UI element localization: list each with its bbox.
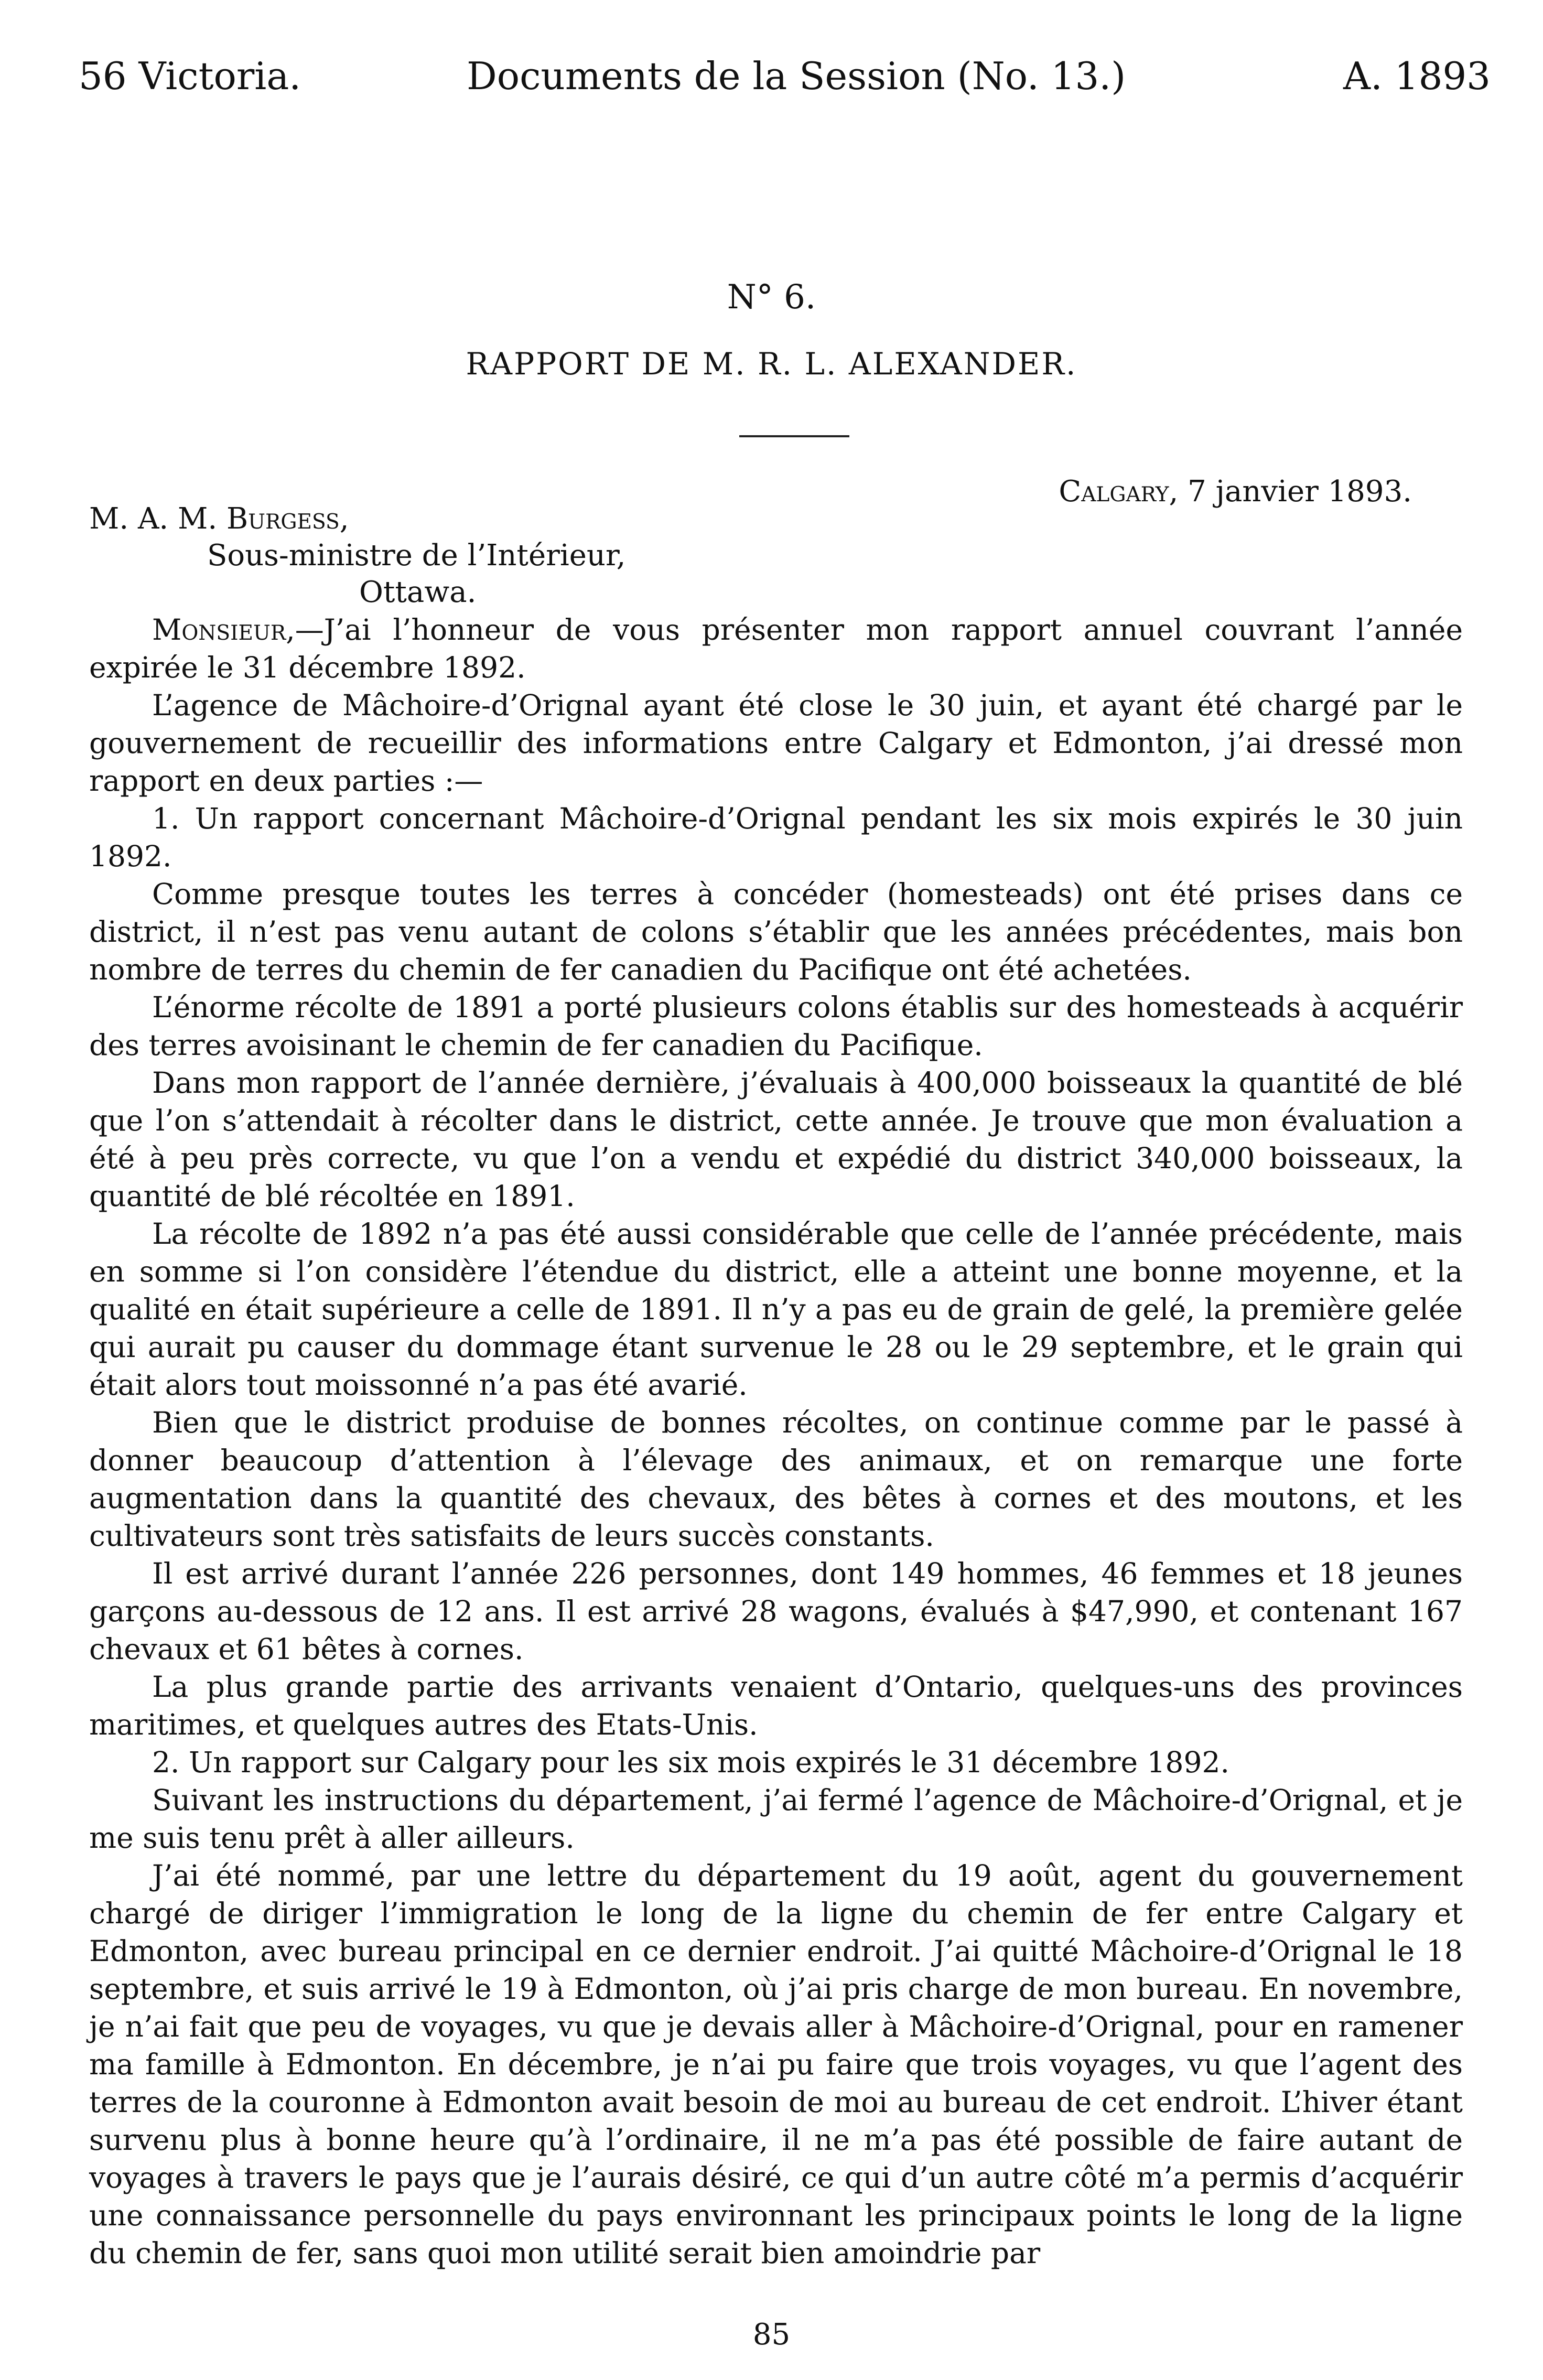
paragraph: L’agence de Mâchoire-d’Orignal ayant été close le 30 juin, et ayant été chargé par le gouvernement de recueillir des informations entre Calgary et Edmonton, j’ai dressé mon rapport en deux parties :— [89,688,1463,798]
paragraph: L’énorme récolte de 1891 a porté plusieurs colons établis sur des homesteads à acquérir des terres avoisinant le chemin de fer canadien du Pacifique. [89,990,1463,1062]
addressee-line-1 [89,501,625,537]
title-rule [739,435,849,437]
paragraph: Il est arrivé durant l’année 226 personnes, dont 149 hommes, 46 femmes et 18 jeunes garçons au-dessous de 12 ans. Il est arrivé 28 wagons, évalués à $47,990, et contenant 167 chevaux et 61 bêtes à cornes. [89,1557,1463,1666]
report-title: RAPPORT DE M. R. L. ALEXANDER. [466,346,1077,382]
header-session: Documents de la Session (No. 13.) [467,54,1126,98]
paragraph: 2. Un rapport sur Calgary pour les six mois expirés le 31 décembre 1892. [152,1746,1229,1779]
document-number: N° 6. [727,278,816,317]
place-date [1059,475,1412,509]
header-year: A. 1893 [1343,54,1491,98]
addressee-initials: M. A. M. [89,502,218,536]
header-volume: 56 Victoria. [79,54,301,98]
paragraph: La plus grande partie des arrivants venaient d’Ontario, quelques-uns des provinces maritimes, et quelques autres des Etats-Unis. [89,1670,1463,1741]
running-header [79,52,1491,100]
addressee-name: Burgess, [226,502,349,536]
addressee-city: Ottawa. [359,575,477,609]
place: Calgary, [1059,475,1179,509]
paragraph: Dans mon rapport de l’année dernière, j’évaluais à 400,000 boisseaux la quantité de blé que l’on s’attendait à récolter dans le district, cette année. Je trouve que mon évaluation a été à peu près correcte, vu que l’on a vendu et expédié du district 340,000 boisseaux, la quantité de blé récoltée en 1891. [89,1066,1463,1213]
paragraph: J’ai été nommé, par une lettre du département du 19 août, agent du gouvernement chargé de diriger l’immigration le long de la ligne du chemin de fer entre Calgary et Edmonton, avec bureau principal en ce dernier endroit. J’ai quitté Mâchoire-d’Orignal le 18 septembre, et suis arrivé le 19 à Edmonton, où j’ai pris charge de mon bureau. En novembre, je n’ai fait que peu de voyages, vu que je devais aller à Mâchoire-d’Orignal, pour en ramener ma famille à Edmonton. En décembre, je n’ai pu faire que trois voyages, vu que l’agent des terres de la couronne à Edmonton avait besoin de moi au bureau de cet endroit. L’hiver étant survenu plus à bonne heure qu’à l’ordinaire, il ne m’a pas été possible de faire autant de voyages à travers le pays que je l’aurais désiré, ce qui d’un autre côté m’a permis d’acquérir une connaissance personnelle du pays environnant les principaux points le long de la ligne du chemin de fer, sans quoi mon utilité serait bien amoindrie par [89,1859,1463,2270]
salutation: Monsieur, [152,613,295,647]
paragraph: Suivant les instructions du département, j’ai fermé l’agence de Mâchoire-d’Orignal, et je me suis tenu prêt à aller ailleurs. [89,1783,1463,1855]
date: 7 janvier 1893. [1188,475,1412,509]
report-body [89,611,1463,2272]
paragraph: Monsieur,—J’ai l’honneur de vous présenter mon rapport annuel couvrant l’année expirée le 31 décembre 1892. [89,613,1463,684]
paragraph: La récolte de 1892 n’a pas été aussi considérable que celle de l’année précédente, mais en somme si l’on considère l’étendue du district, elle a atteint une bonne moyenne, et la qualité en était supérieure a celle de 1891. Il n’y a pas eu de grain de gelé, la première gelée qui aurait pu causer du dommage étant survenue le 28 ou le 29 septembre, et le grain qui était alors tout moissonné n’a pas été avarié. [89,1217,1463,1402]
paragraph: Bien que le district produise de bonnes récoltes, on continue comme par le passé à donner beaucoup d’attention à l’élevage des animaux, et on remarque une forte augmentation dans la quantité des chevaux, des bêtes à cornes et des moutons, et les cultivateurs sont très satisfaits de leurs succès constants. [89,1406,1463,1553]
page-number: 85 [752,2318,791,2352]
addressee-block [89,501,625,611]
addressee-title: Sous-ministre de l’Intérieur, [207,539,626,573]
paragraph: 1. Un rapport concernant Mâchoire-d’Orignal pendant les six mois expirés le 30 juin 1892. [89,802,1463,873]
paragraph: Comme presque toutes les terres à concéder (homesteads) ont été prises dans ce district, il n’est pas venu autant de colons s’établir que les années précédentes, mais bon nombre de terres du chemin de fer canadien du Pacifique ont été achetées. [89,877,1463,986]
